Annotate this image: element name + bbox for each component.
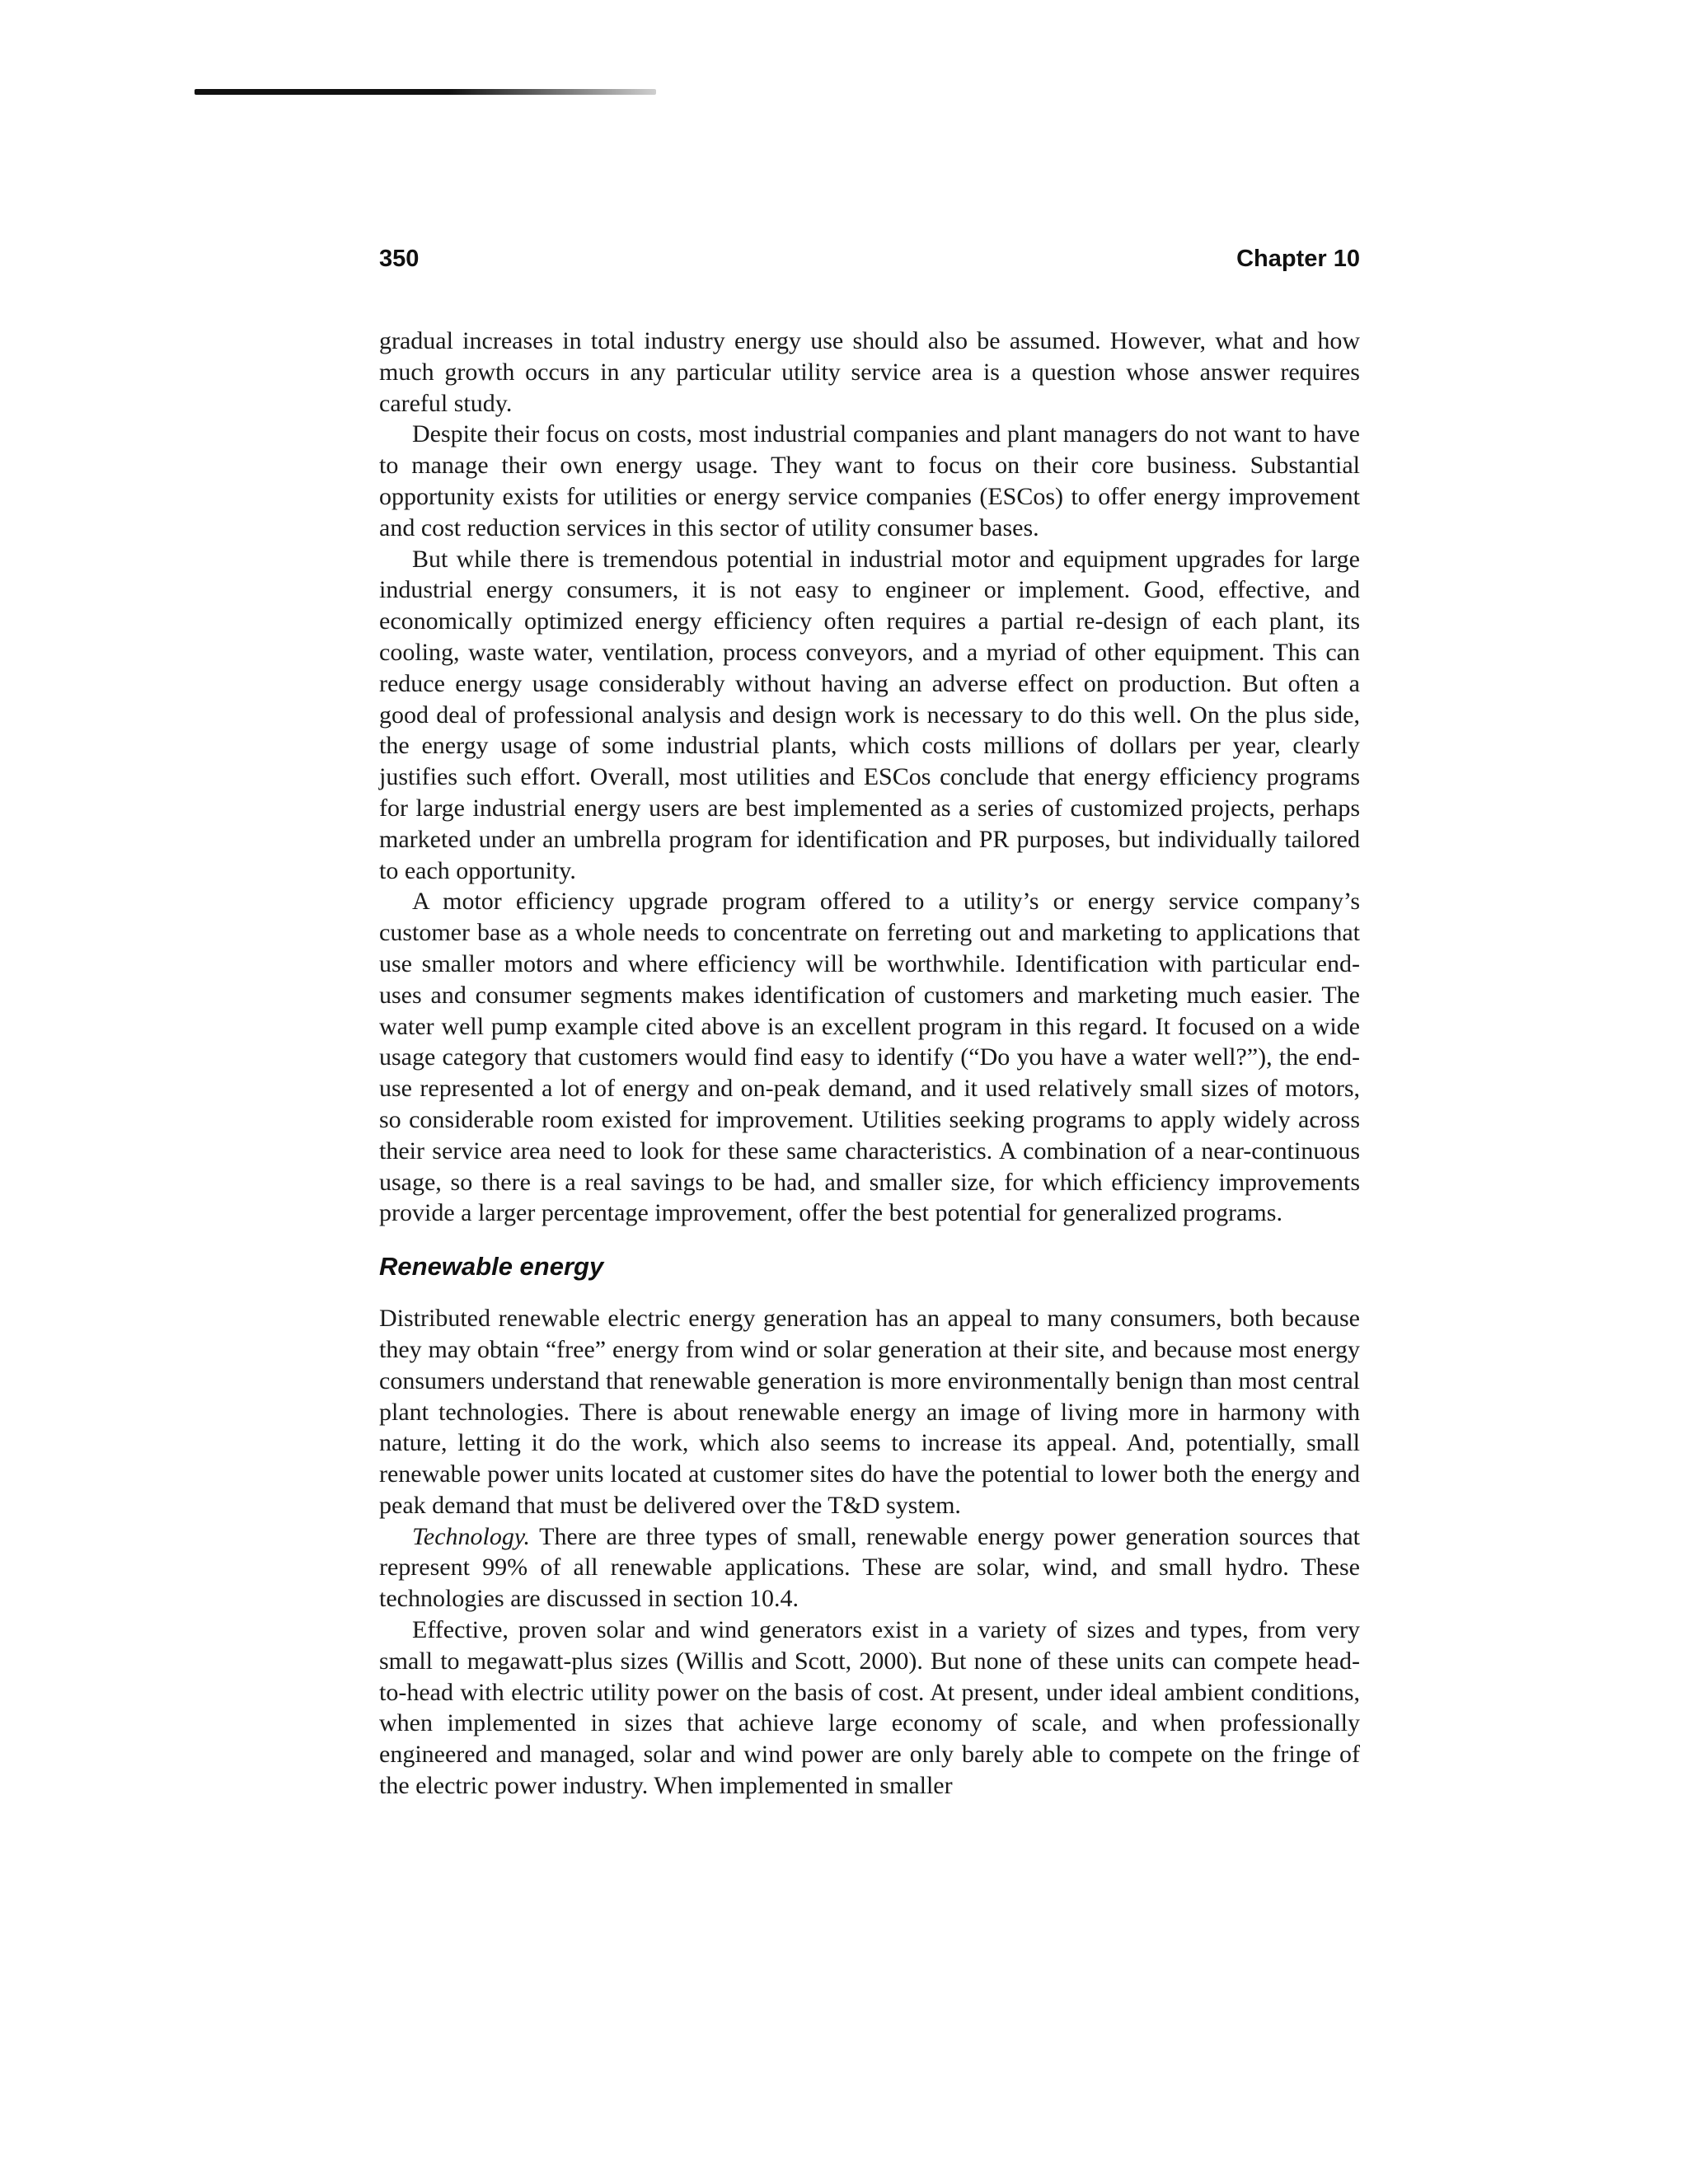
body-text	[379, 326, 1360, 1802]
running-header	[379, 246, 1360, 279]
paragraph-motor-upgrades: But while there is tremendous potential in industrial motor and equipment upgrades for large industrial energy consumers, it is not easy to engineer or implement. Good, effective, and economically optimized energy efficiency often requires a partial re-design of each plant, its cooling, waste water, ventilation, process conveyors, and a myriad of other equipment. This can reduce energy usage considerably without having an adverse effect on production. But often a good deal of professional analysis and design work is necessary to do this well. On the plus side, the energy usage of some industrial plants, which costs millions of dollars per year, clearly justifies such effort. Overall, most utilities and ESCos conclude that energy efficiency programs for large industrial energy users are best implemented as a series of customized projects, perhaps marketed under an umbrella program for identification and PR purposes, but individually tailored to each opportunity.	[379, 545, 1360, 884]
paragraph-industrial-focus: Despite their focus on costs, most industrial companies and plant managers do not want to have to manage their own energy usage. They want to focus on their core business. Substantial opportunity exists for utilities or energy service companies (ESCos) to offer energy improvement and cost reduction services in this sector of utility consumer bases.	[379, 420, 1360, 541]
chapter-label: Chapter 10	[1236, 246, 1360, 272]
technology-body: There are three types of small, renewable energy power generation sources that represent 99% of all renewable applications. These are solar, wind, and small hydro. These technologies are discussed in section 10.4.	[379, 1522, 1360, 1613]
paragraph-continuation: gradual increases in total industry energy use should also be assumed. However, what and how much growth occurs in any particular utility service area is a question whose answer requires careful study.	[379, 327, 1360, 417]
section-heading: Renewable energy	[379, 1252, 604, 1282]
top-rule	[195, 89, 656, 95]
paragraph-renewable-appeal: Distributed renewable electric energy generation has an appeal to many consumers, both because they may obtain “free” energy from wind or solar generation at their site, and because most energy consumers understand that renewable generation is more environmentally benign than most central plant technologies. There is about renewable energy an image of living more in harmony with nature, letting it do the work, which also seems to increase its appeal. And, potentially, small renewable power units located at customer sites do have the potential to lower both the energy and peak demand that must be delivered over the T&D system.	[379, 1305, 1360, 1519]
technology-lead: Technology.	[412, 1522, 531, 1550]
page-number: 350	[379, 246, 420, 272]
paragraph-efficiency-program: A motor efficiency upgrade program offered to a utility’s or energy service company’s customer base as a whole needs to concentrate on ferreting out and marketing to applications that use smaller motors and where efficiency will be worthwhile. Identification with particular end-uses and consumer segments makes identification of customers and marketing much easier. The water well pump example cited above is an excellent program in this regard. It focused on a wide usage category that customers would find easy to identify (“Do you have a water well?”), the end-use represented a lot of energy and on-peak demand, and it used relatively small sizes of motors, so considerable room existed for improvement. Utilities seeking programs to apply widely across their service area need to look for these same characteristics. A combination of a near-continuous usage, so there is a real savings to be had, and smaller size, for which efficiency improvements provide a larger percentage improvement, offer the best potential for generalized programs.	[379, 888, 1360, 1227]
paragraph-solar-wind: Effective, proven solar and wind generators exist in a variety of sizes and types, from very small to megawatt-plus sizes (Willis and Scott, 2000). But none of these units can compete head-to-head with electric utility power on the basis of cost. At present, under ideal ambient conditions, when implemented in sizes that achieve large economy of scale, and when professionally engineered and managed, solar and wind power are only barely able to compete on the fringe of the electric power industry. When implemented in smaller	[379, 1616, 1360, 1800]
paragraph-technology	[379, 1521, 1360, 1615]
